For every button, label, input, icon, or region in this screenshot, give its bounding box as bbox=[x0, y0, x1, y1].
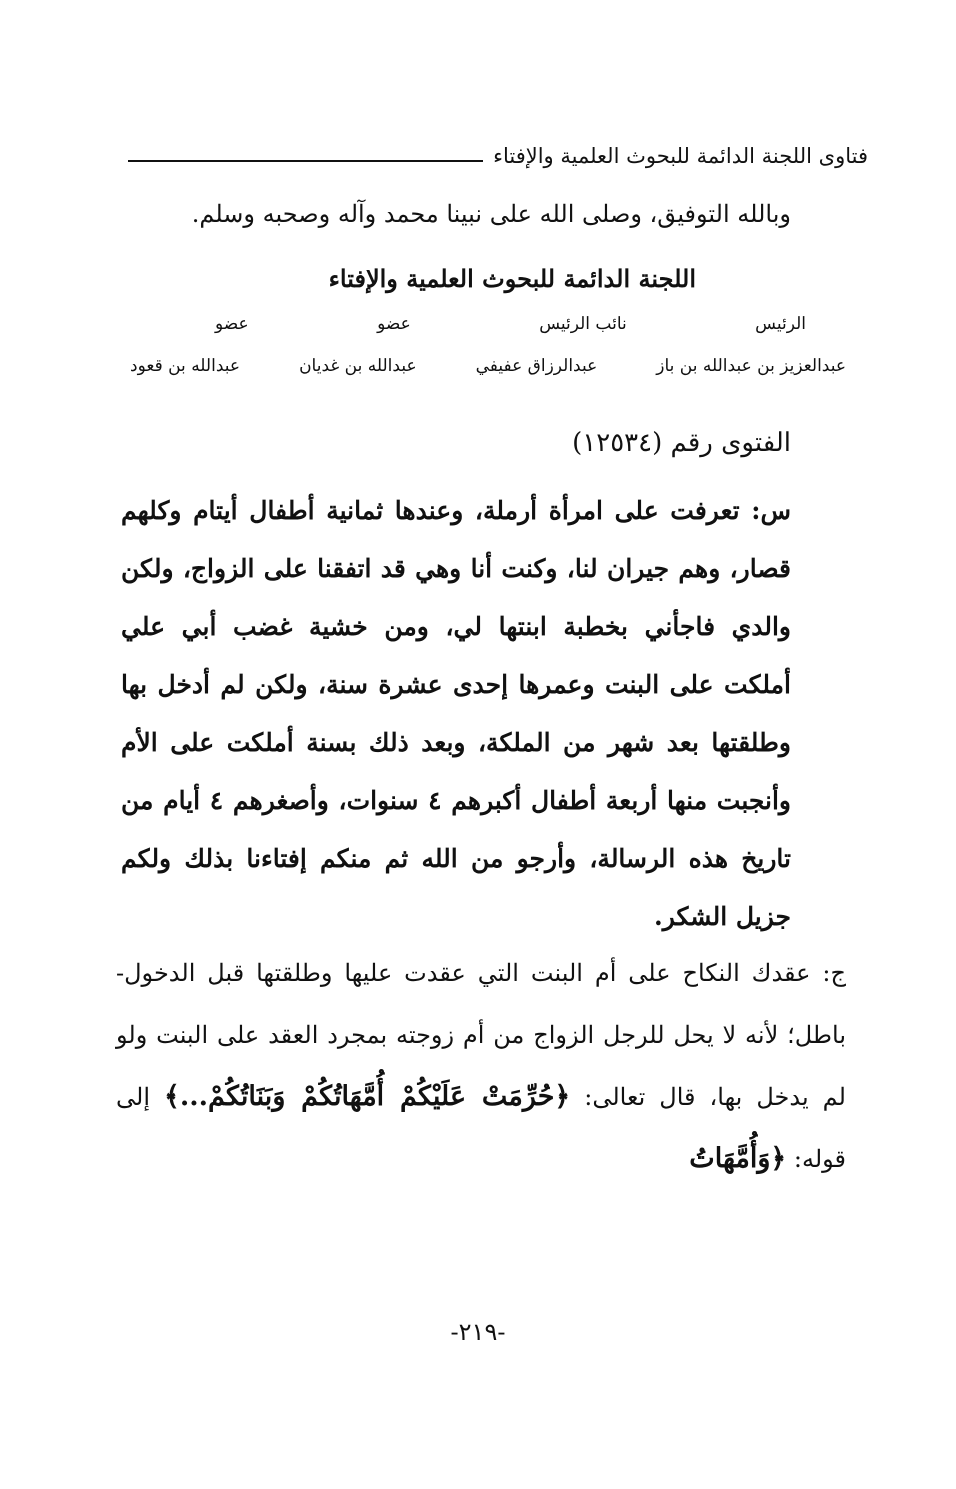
signatory-role: عضو bbox=[215, 314, 249, 334]
closing-line: وبالله التوفيق، وصلى الله على نبينا محمد وآله وصحبه وسلم. bbox=[191, 200, 791, 228]
answer-paragraph bbox=[116, 942, 846, 1190]
signatory-name: عبدالعزيز بن عبدالله بن باز bbox=[656, 356, 846, 376]
header-rule bbox=[128, 160, 483, 162]
committee-title: اللجنة الدائمة للبحوث العلمية والإفتاء bbox=[328, 264, 696, 293]
signatory-role: نائب الرئيس bbox=[539, 314, 627, 334]
signatory-role: الرئيس bbox=[755, 314, 806, 334]
quran-quote: ﴿حُرِّمَتْ عَلَيْكُمْ أُمَّهَاتُكُمْ وَبَنَاتُكُمْ...﴾ bbox=[164, 1081, 571, 1112]
signatory-names bbox=[130, 356, 846, 376]
signatory-roles bbox=[215, 314, 806, 334]
signatory-name: عبدالرزاق عفيفي bbox=[475, 356, 598, 376]
page-number: -٢١٩- bbox=[450, 1318, 506, 1346]
signatory-name: عبدالله بن غديان bbox=[299, 356, 417, 376]
quran-quote-continued: ﴿وَأُمَّهَاتُ bbox=[689, 1143, 787, 1174]
fatwa-number: الفتوى رقم (١٢٥٣٤) bbox=[572, 428, 791, 458]
question-paragraph: س: تعرفت على امرأة أرملة، وعندها ثمانية أطفال أيتام وكلهم قصار، وهم جيران لنا، وكنت أنا وهي قد اتفقنا على الزواج، ولكن والدي فاجأني بخطبة ابنتها لي، ومن خشية غضب أبي علي أملكت على البنت وعمرها إحدى عشرة سنة، ولكن لم أدخل بها وطلقتها بعد شهر من الملكة، وبعد ذلك بسنة أملكت على الأم وأنجبت منها أربعة أطفال أكبرهم ٤ سنوات، وأصغرهم ٤ أيام من تاريخ هذه الرسالة، وأرجو من الله ثم منكم إفتاءنا بذلك ولكم جزيل الشكر. bbox=[121, 496, 791, 931]
running-title: فتاوى اللجنة الدائمة للبحوث العلمية والإفتاء bbox=[493, 144, 868, 168]
signatory-role: عضو bbox=[377, 314, 411, 334]
answer-text: ج: عقدك النكاح على أم البنت التي عقدت عليها وطلقتها قبل الدخول- باطل؛ لأنه لا يحل للرجل الزواج من أم زوجته بمجرد العقد على البنت ولو لم يدخل بها، قال تعالى: bbox=[116, 959, 846, 1111]
running-header bbox=[128, 128, 868, 168]
signatory-name: عبدالله بن قعود bbox=[130, 356, 241, 376]
answer-connector: إلى قوله: bbox=[116, 1083, 846, 1173]
